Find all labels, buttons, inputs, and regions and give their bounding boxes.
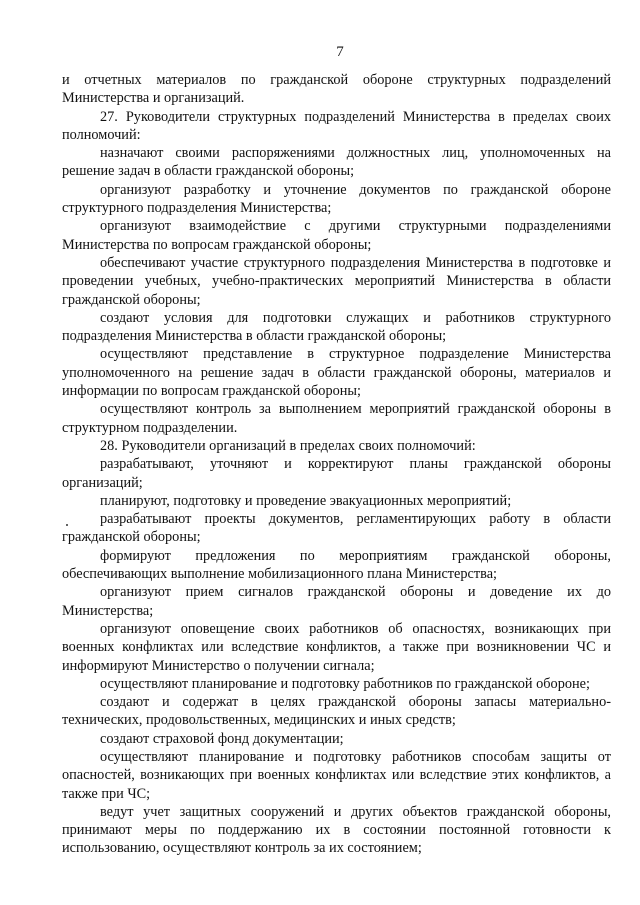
paragraph: формируют предложения по мероприятиям гражданской обороны, обеспечивающих выполнение мобилизационного плана Министерства; — [62, 547, 611, 583]
paragraph: ведут учет защитных сооружений и других объектов гражданской обороны, принимают меры по поддержанию их в состоянии постоянной готовности к использованию, осуществляют контроль за их состоянием; — [62, 803, 611, 857]
paragraph: планируют, подготовку и проведение эвакуационных мероприятий; — [100, 492, 512, 509]
paragraph-continuation: и отчетных материалов по гражданской обороне структурных подразделений Министерства и организаций. — [62, 72, 611, 107]
paragraph: обеспечивают участие структурного подразделения Министерства в подготовке и проведении учебных, учебно-практических мероприятий Министерства в области гражданской обороны; — [62, 254, 611, 308]
paragraph-item-27: 27. Руководители структурных подразделений Министерства в пределах своих полномочий: — [62, 108, 611, 143]
page-number: 7 — [336, 44, 344, 60]
paragraph: разрабатывают, уточняют и корректируют планы гражданской обороны организаций; — [62, 456, 611, 491]
paragraph: разрабатывают проекты документов, регламентирующих работу в области гражданской обороны; — [62, 511, 611, 546]
paragraph: осуществляют планирование и подготовку работников способам защиты от опасностей, возникающих при военных конфликтах или вследствие этих конфликтов, а также при ЧС; — [62, 748, 611, 802]
paragraph: осуществляют представление в структурное подразделение Министерства уполномоченного на решение задач в области гражданской обороны, материалов и информации по вопросам гражданской обороны; — [62, 346, 611, 400]
paragraph: организуют взаимодействие с другими структурными подразделениями Министерства по вопросам гражданской обороны; — [62, 218, 611, 253]
paragraph: назначают своими распоряжениями должностных лиц, уполномоченных на решение задач в области гражданской обороны; — [62, 145, 611, 180]
document-body — [62, 71, 611, 858]
paragraph: создают и содержат в целях гражданской обороны запасы материально-технических, продовольственных, медицинских и иных средств; — [62, 694, 611, 729]
paragraph: создают страховой фонд документации; — [100, 730, 344, 747]
paragraph: организуют разработку и уточнение документов по гражданской обороне структурного подразделения Министерства; — [62, 181, 611, 217]
paragraph-item-28: 28. Руководители организаций в пределах своих полномочий: — [100, 437, 476, 454]
paragraph: организуют прием сигналов гражданской обороны и доведение их до Министерства; — [62, 584, 611, 619]
paragraph: организуют оповещение своих работников об опасностях, возникающих при военных конфликтах или вследствие конфликтов, а также при возникновении ЧС и информируют Министерство о получении сигнала; — [62, 620, 611, 674]
paragraph: создают условия для подготовки служащих и работников структурного подразделения Министерства в области гражданской обороны; — [62, 309, 611, 345]
paragraph: осуществляют планирование и подготовку работников по гражданской обороне; — [100, 675, 590, 692]
paragraph: осуществляют контроль за выполнением мероприятий гражданской обороны в структурном подразделении. — [62, 401, 611, 436]
